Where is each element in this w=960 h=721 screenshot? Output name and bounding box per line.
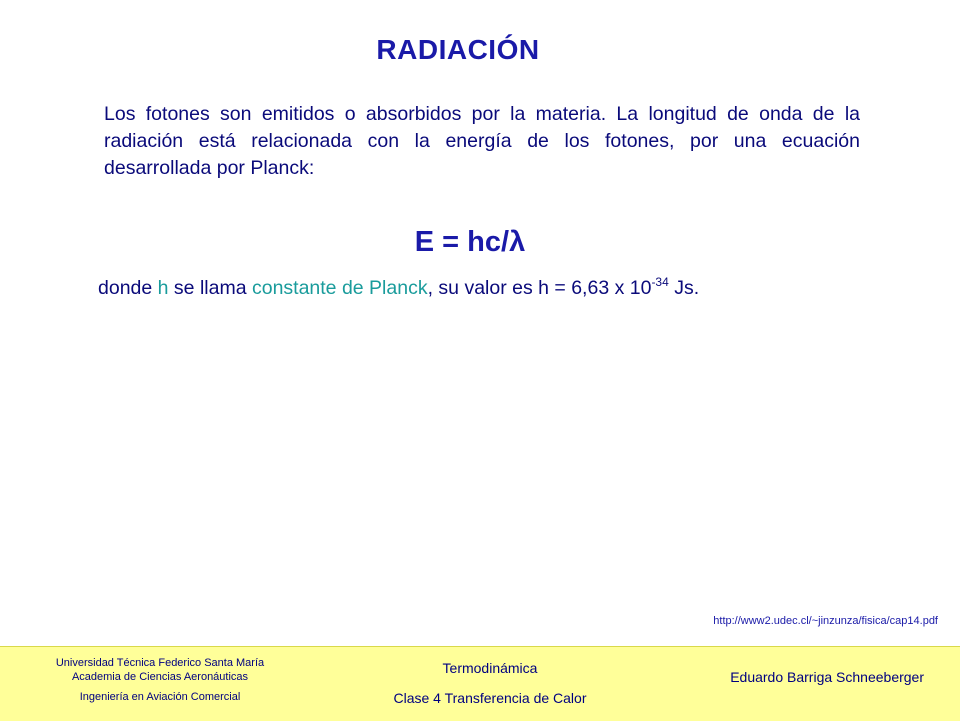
institution-academy: Academia de Ciencias Aeronáuticas <box>71 671 249 683</box>
definition-term: constante de Planck <box>251 277 428 299</box>
institution-program: Ingeniería en Aviación Comercial <box>79 691 241 703</box>
footer-author: Eduardo Barriga Schneeberger <box>730 669 924 685</box>
definition-unit: Js. <box>668 277 700 299</box>
definition-value: , su valor es h = 6,63 x 10 <box>427 277 652 299</box>
course-title: Termodinámica <box>442 660 538 676</box>
slide-title: RADIACIÓN <box>376 34 540 65</box>
footer-bar <box>0 646 960 721</box>
institution-name: Universidad Técnica Federico Santa María <box>55 657 265 669</box>
class-title: Clase 4 Transferencia de Calor <box>393 690 587 706</box>
definition-prefix: donde <box>98 277 158 299</box>
planck-constant-definition <box>98 277 928 300</box>
body-paragraph: Los fotones son emitidos o absorbidos por la materia. La longitud de onda de la radiación está relacionada con la energía de los fotones, por una ecuación desarrollada por Planck: <box>104 103 860 179</box>
footer-course <box>320 659 660 707</box>
source-link[interactable]: http://www2.udec.cl/~jinzunza/fisica/cap14.pdf <box>713 615 938 627</box>
definition-symbol: h <box>157 277 169 299</box>
footer-institution <box>0 656 320 704</box>
definition-middle: se llama <box>168 277 252 299</box>
planck-equation: E = hc/λ <box>414 226 526 258</box>
definition-exponent: -34 <box>651 275 669 289</box>
